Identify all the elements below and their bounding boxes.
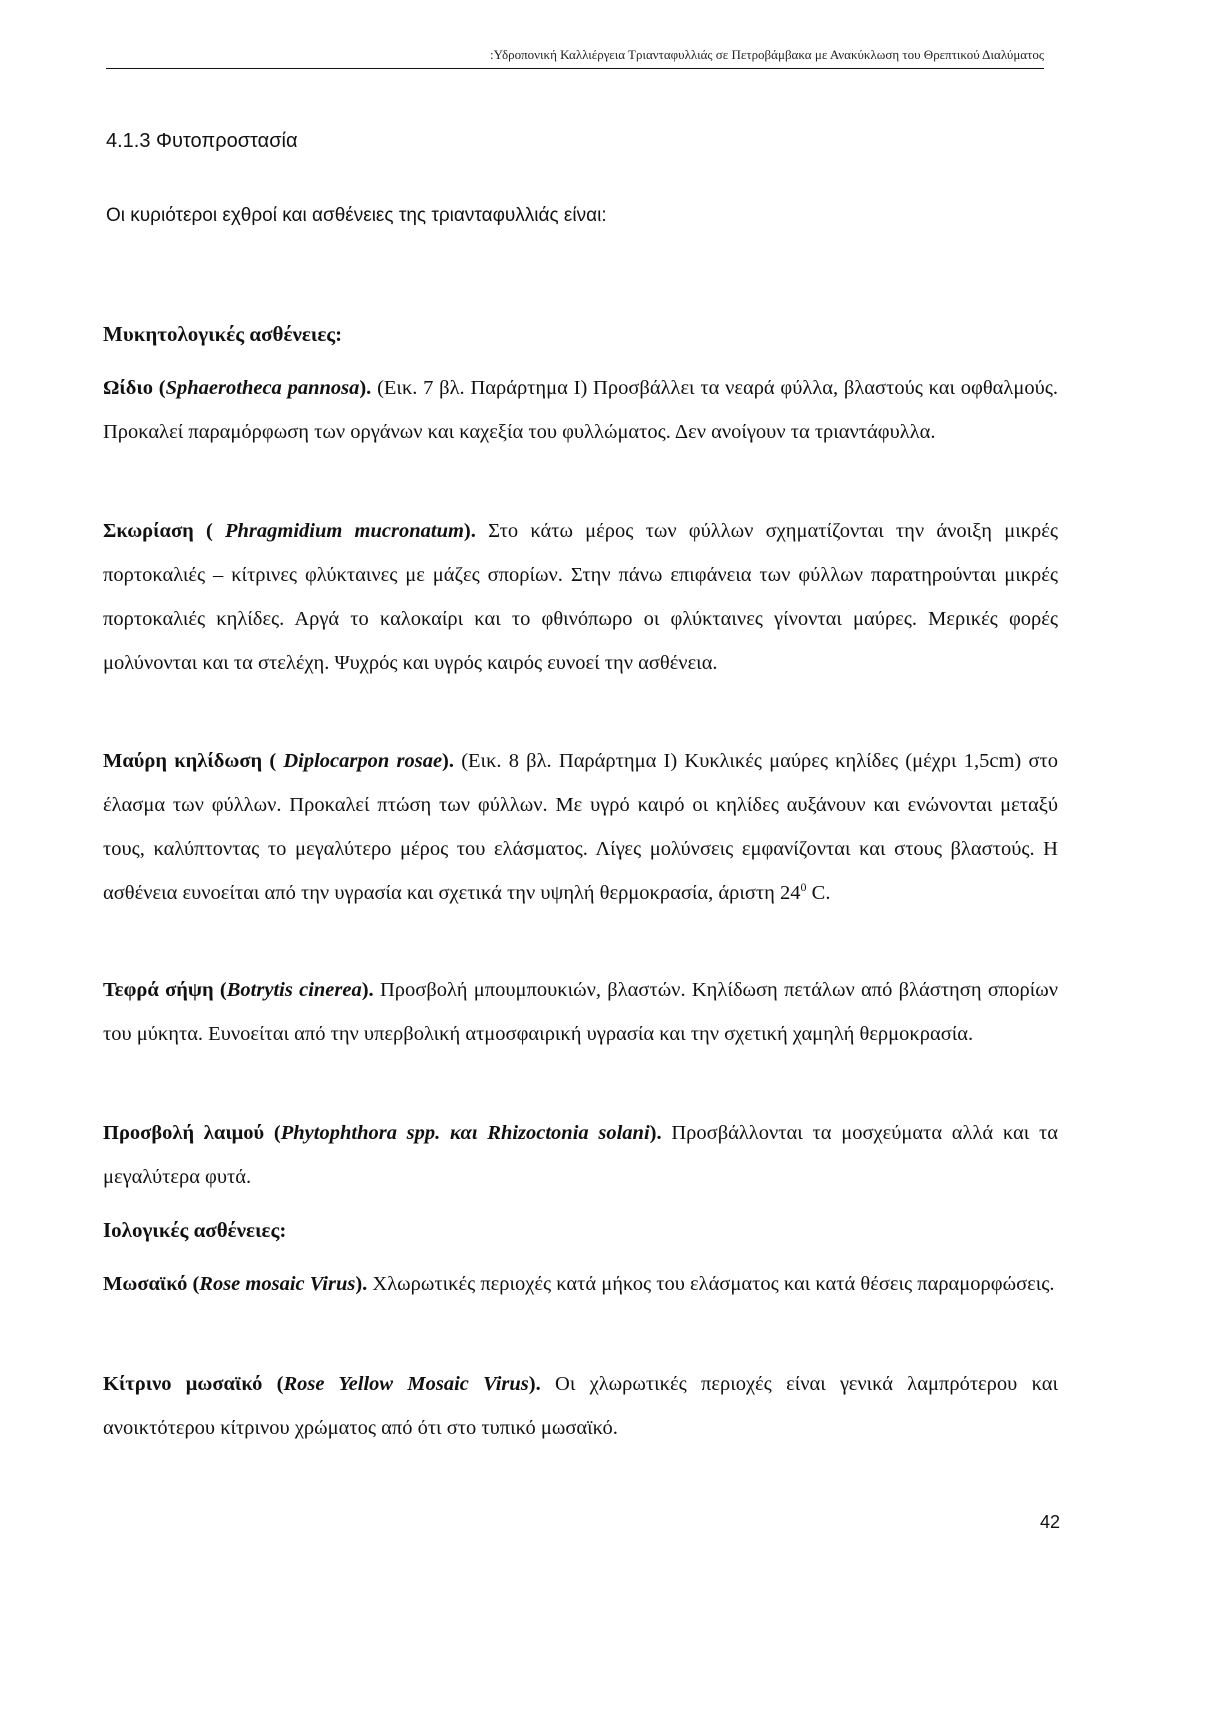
disease-name: Μωσαϊκό ( <box>103 1273 200 1295</box>
paragraph-text-end: C. <box>806 882 831 904</box>
disease-name: Σκωρίαση ( <box>103 520 225 542</box>
paragraph-text: Προσβάλλονται τα μοσχεύματα αλλά και τα μεγαλύτερα φυτά. <box>103 1122 1058 1188</box>
paragraph-text: (Εικ. 7 βλ. Παράρτημα Ι) Προσβάλλει τα νεαρά φύλλα, βλαστούς και οφθαλμούς. Προκαλεί παραμόρφωση των οργάνων και καχεξία του φυλλώματος. Δεν ανοίγουν τα τριαντάφυλλα. <box>103 377 1058 443</box>
viral-diseases-heading: Ιολογικές ασθένειες: <box>103 1218 287 1242</box>
disease-name-end: ). <box>528 1373 541 1395</box>
latin-name: Rose mosaic Virus <box>199 1273 356 1295</box>
latin-name: Rhizoctonia solani <box>487 1122 650 1144</box>
paragraph-grey-mould <box>103 968 1058 1056</box>
latin-name: Phragmidium mucronatum <box>225 520 464 542</box>
running-header: :Υδροπονική Καλλιέργεια Τριανταφυλλιάς σε Πετροβάμβακα με Ανακύκλωση του Θρεπτικού Διαλύματος <box>490 47 1044 62</box>
fungal-diseases-heading: Μυκητολογικές ασθένειες: <box>103 322 343 346</box>
disease-name-end: ). <box>463 520 476 542</box>
section-title: 4.1.3 Φυτοπροστασία <box>106 130 298 152</box>
disease-name-end: ). <box>649 1122 662 1144</box>
disease-name: Μαύρη κηλίδωση ( <box>103 750 284 772</box>
header-rule <box>106 68 1044 69</box>
paragraph-text: Προσβολή μπουμπουκιών, βλαστών. Κηλίδωση πετάλων από βλάστηση σπορίων του μύκητα. Ευνοείται από την υπερβολική ατμοσφαιρική υγρασία και την σχετική χαμηλή θερμοκρασία. <box>103 979 1059 1045</box>
disease-name-end: ). <box>361 979 374 1001</box>
latin-name: Rose Yellow Mosaic Virus <box>283 1373 529 1395</box>
paragraph-text: Χλωρωτικές περιοχές κατά μήκος του ελάσματος και κατά θέσεις παραμορφώσεις. <box>367 1273 1055 1295</box>
page-number: 42 <box>1039 1512 1060 1532</box>
disease-name: Κίτρινο μωσαϊκό ( <box>103 1373 284 1395</box>
paragraph-rose-yellow-mosaic <box>103 1362 1058 1450</box>
disease-name-end: ). <box>442 750 454 772</box>
paragraph-rust <box>103 509 1058 685</box>
latin-conjunction: και <box>440 1122 488 1144</box>
latin-name: Sphaerotheca pannosa <box>165 377 360 399</box>
disease-name: Τεφρά σήψη ( <box>103 979 227 1001</box>
disease-name-end: ). <box>359 377 372 399</box>
intro-text: Οι κυριότεροι εχθροί και ασθένειες της τριανταφυλλιάς είναι: <box>106 205 607 226</box>
paragraph-text: (Εικ. 8 βλ. Παράρτημα Ι) Κυκλικές μαύρες κηλίδες (μέχρι 1,5cm) στο έλασμα των φύλλων. Προκαλεί πτώση των φύλλων. Με υγρό καιρό οι κηλίδες αυξάνουν και ενώνονται μεταξύ τους, καλύπτοντας το μεγαλύτερο μέρος του ελάσματος. Λίγες μολύνσεις εμφανίζονται και στους βλαστούς. Η ασθένεια ευνοείται από την υγρασία και σχετικά την υψηλή θερμοκρασία, άριστη 24 <box>103 750 1058 904</box>
paragraph-text: Στο κάτω μέρος των φύλλων σχηματίζονται την άνοιξη μικρές πορτοκαλιές – κίτρινες φλύκταινες με μάζες σπορίων. Στην πάνω επιφάνεια των φύλλων παρατηρούνται μικρές πορτοκαλιές κηλίδες. Αργά το καλοκαίρι και το φθινόπωρο οι φλύκταινες γίνονται μαύρες. Μερικές φορές μολύνονται και τα στελέχη. Ψυχρός και υγρός καιρός ευνοεί την ασθένεια. <box>103 520 1059 674</box>
latin-name: Botrytis cinerea <box>226 979 362 1001</box>
latin-name: Phytophthora spp. <box>280 1122 441 1144</box>
disease-name-end: ). <box>355 1273 368 1295</box>
paragraph-text: Οι χλωρωτικές περιοχές είναι γενικά λαμπρότερου και ανοικτότερου κίτρινου χρώματος από ότι στο τυπικό μωσαϊκό. <box>103 1373 1058 1439</box>
paragraph-powdery-mildew <box>103 366 1058 454</box>
degree-superscript: 0 <box>800 880 807 895</box>
latin-name: Diplocarpon rosae <box>283 750 443 772</box>
paragraph-black-spot <box>103 739 1058 915</box>
paragraph-rose-mosaic <box>103 1262 1058 1306</box>
disease-name: Προσβολή λαιμού ( <box>103 1122 281 1144</box>
disease-name: Ωίδιο ( <box>103 377 166 399</box>
paragraph-collar-rot <box>103 1111 1058 1199</box>
